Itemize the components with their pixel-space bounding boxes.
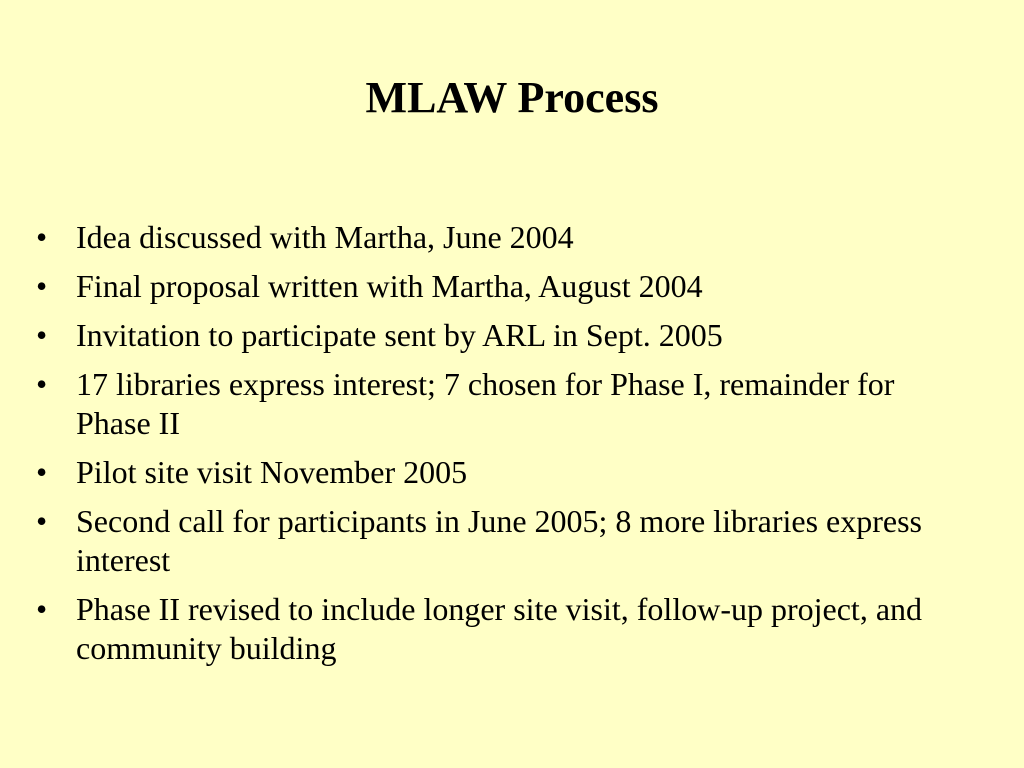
bullet-icon: •	[36, 591, 48, 627]
bullet-item-5	[28, 453, 968, 492]
bullet-icon: •	[36, 317, 48, 353]
bullet-item-4	[28, 365, 968, 443]
bullet-item-1	[28, 218, 968, 257]
bullet-list	[28, 218, 968, 678]
slide-title: MLAW Process	[365, 73, 659, 122]
bullet-item-6	[28, 502, 968, 580]
bullet-icon: •	[36, 366, 48, 402]
bullet-text: Invitation to participate sent by ARL in Sept. 2005	[76, 317, 723, 353]
bullet-item-7	[28, 590, 968, 668]
bullet-text: Final proposal written with Martha, August 2004	[76, 268, 703, 304]
bullet-icon: •	[36, 219, 48, 255]
bullet-item-3	[28, 316, 968, 355]
bullet-text: Second call for participants in June 2005; 8 more libraries express interest	[76, 503, 922, 578]
bullet-text: 17 libraries express interest; 7 chosen for Phase I, remainder for Phase II	[76, 366, 895, 441]
bullet-text: Phase II revised to include longer site visit, follow-up project, and community building	[76, 591, 923, 666]
bullet-text: Idea discussed with Martha, June 2004	[76, 219, 574, 255]
bullet-icon: •	[36, 503, 48, 539]
bullet-text: Pilot site visit November 2005	[76, 454, 468, 490]
bullet-icon: •	[36, 268, 48, 304]
bullet-icon: •	[36, 454, 48, 490]
bullet-item-2	[28, 267, 968, 306]
